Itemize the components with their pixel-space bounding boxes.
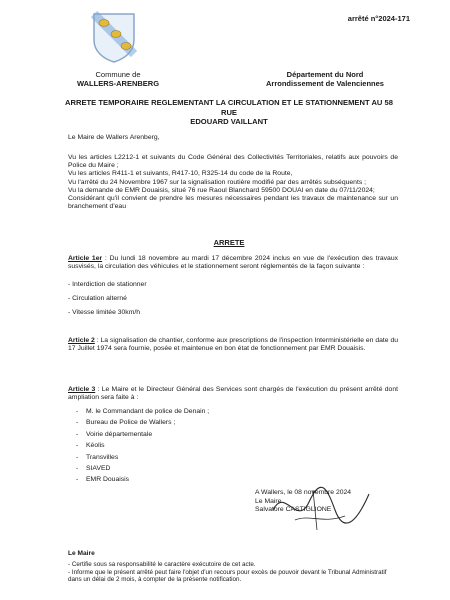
document-title (60, 98, 398, 127)
intro-line: Le Maire de Wallers Arenberg, (68, 134, 160, 141)
list-item: - Transvilles (76, 453, 119, 461)
coat-of-arms-logo (90, 10, 138, 64)
footer-notice (68, 550, 398, 584)
department-block (240, 70, 410, 88)
title-line-1: ARRETE TEMPORAIRE REGLEMENTANT LA CIRCULATION ET LE STATIONNEMENT AU 58 RUE (65, 98, 393, 117)
recipients-list (76, 406, 376, 486)
signer-name: Salvatore CASTIGLIONE (255, 506, 332, 513)
footer-label: Le Maire (68, 550, 95, 557)
list-item: - Voirie départementale (76, 430, 153, 438)
footer-line-1: - Certifie sous sa responsabilité le caractère exécutoire de cet acte. (68, 560, 256, 568)
article-2-text: : La signalisation de chantier, conforme aux prescriptions de l'inspection Interministérielle en date du 17 Juillet 1974 sera fournie, posée et maintenue en bon état de fonctionnement par EMR Douaisis. (68, 337, 399, 353)
list-item: - SIAVED (76, 465, 111, 473)
article-3-label: Article 3 (68, 386, 96, 393)
considerant-item: Vu la demande de EMR Douaisis, situé 76 rue Raoul Blanchard 59500 DOUAI en date du 07/11/2024; (68, 186, 375, 194)
considerant-item: Vu les articles R411-1 et suivants, R417-10, R325-14 du code de la Route, (68, 170, 293, 178)
arrondissement-name: Arrondissement de Valenciennes (266, 79, 384, 88)
department-name: Département du Nord (286, 70, 364, 79)
considerants-list (68, 154, 398, 211)
measure-item: - Circulation alterné (68, 295, 127, 303)
signature-block (255, 489, 405, 515)
signer-role: Le Maire (255, 497, 282, 505)
list-item: - M. le Commandant de police de Denain ; (76, 408, 210, 415)
measures-list (68, 281, 398, 324)
considerant-item: Vu l'arrêté du 24 Novembre 1967 sur la signalisation routière modifié par des arrêtés subséquents ; (68, 178, 367, 186)
commune-name: WALLERS-ARENBERG (76, 79, 160, 88)
article-2-label: Article 2 (68, 337, 95, 344)
article-1 (68, 255, 398, 271)
measure-item: - Interdiction de stationner (68, 281, 147, 288)
list-item: - EMR Douaisis (76, 476, 130, 484)
list-item: - Bureau de Police de Wallers ; (76, 419, 176, 427)
article-3-text: : Le Maire et le Directeur Général des Services sont chargés de l'exécution du présent arrêté dont ampliation sera faite à : (68, 386, 398, 402)
place-date: A Wallers, le 08 novembre 2024 (255, 489, 352, 496)
arrete-heading: ARRETE (213, 238, 245, 247)
footer-line-2: - Informe que le présent arrêté peut faire l'objet d'un recours pour excès de pouvoir devant le Tribunal Administratif dans un délai de 2 mois, à compter de la présente notification. (68, 568, 387, 584)
measure-item: - Vitesse limitée 30km/h (68, 309, 141, 317)
article-2 (68, 337, 398, 353)
article-1-text: : Du lundi 18 novembre au mardi 17 décembre 2024 inclus en vue de l'exécution des travaux susvisés, la circulation des véhicules et le stationnement seront réglementés de la façon suivante : (68, 255, 398, 271)
considerant-item: Considérant qu'il convient de prendre les mesures nécessaires pendant les travaux de maintenance sur un branchement d'eau (68, 195, 398, 211)
article-1-label: Article 1er (68, 255, 103, 262)
considerant-item: Vu les articles L2212-1 et suivants du Code Général des Collectivités Territoriales, relatifs aux pouvoirs de Police du Maire ; (68, 154, 398, 170)
list-item: - Kéolis (76, 442, 105, 450)
commune-label: Commune de (95, 70, 141, 79)
article-3 (68, 386, 398, 402)
arrete-number: arrêté n°2024-171 (347, 14, 410, 23)
title-line-2: EDOUARD VAILLANT (190, 117, 268, 126)
commune-block (58, 70, 178, 88)
